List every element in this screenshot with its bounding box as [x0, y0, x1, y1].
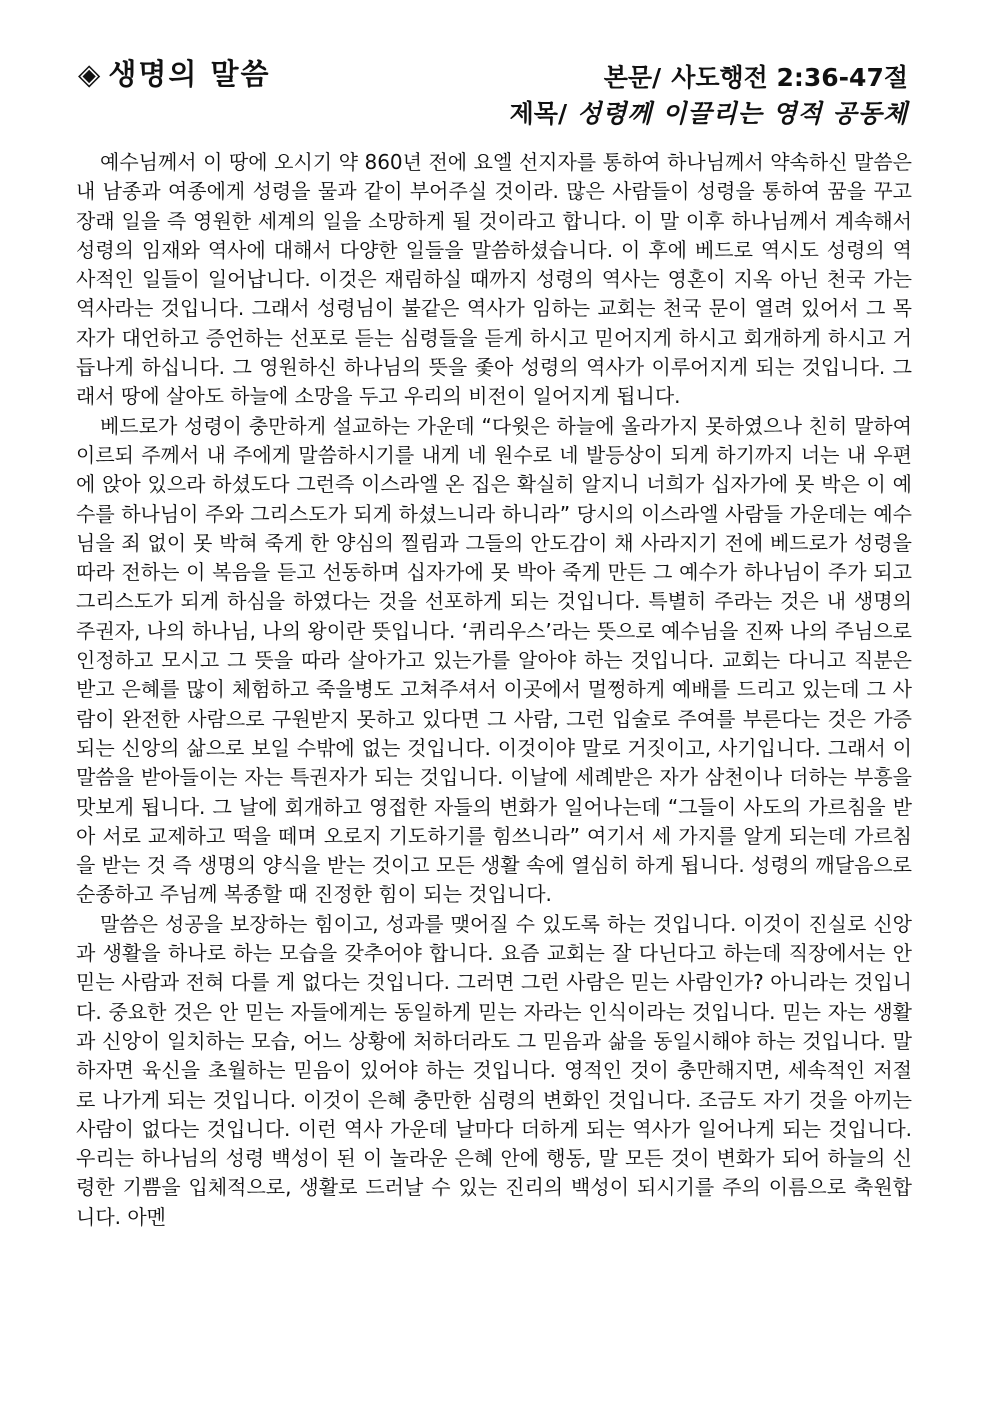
sermon-body: [76, 148, 912, 1232]
sermon-paragraph: 예수님께서 이 땅에 오시기 약 860년 전에 요엘 선지자를 통하여 하나님께서 약속하신 말씀은 내 남종과 여종에게 성령을 물과 같이 부어주실 것이라. 많은 사람들이 성령을 통하여 꿈을 꾸고 장래 일을 즉 영원한 세계의 일을 소망하게 될 것이라고 합니다. 이 말 이후 하나님께서 계속해서 성령의 임재와 역사에 대해서 다양한 일들을 말씀하셨습니다. 이 후에 베드로 역시도 성령의 역사적인 일들이 일어납니다. 이것은 재림하실 때까지 성령의 역사는 영혼이 지옥 아닌 천국 가는 역사라는 것입니다. 그래서 성령님이 불같은 역사가 임하는 교회는 천국 문이 열려 있어서 그 목자가 대언하고 증언하는 선포로 듣는 심령들을 듣게 하시고 믿어지게 하시고 회개하게 하시고 거듭나게 하십니다. 그 영원하신 하나님의 뜻을 좇아 성령의 역사가 이루어지게 되는 것입니다. 그래서 땅에 살아도 하늘에 소망을 두고 우리의 비전이 일어지게 됩니다.: [76, 150, 912, 409]
subject-value: 성령께 이끌리는 영적 공동체: [577, 99, 908, 128]
sermon-paragraph: 말씀은 성공을 보장하는 힘이고, 성과를 맺어질 수 있도록 하는 것입니다. 이것이 진실로 신앙과 생활을 하나로 하는 모습을 갖추어야 합니다. 요즘 교회는 잘 다닌다고 하는데 직장에서는 안 믿는 사람과 전혀 다를 게 없다는 것입니다. 그러면 그런 사람은 믿는 사람인가? 아니라는 것입니다. 중요한 것은 안 믿는 자들에게는 동일하게 믿는 자라는 인식이라는 것입니다. 믿는 자는 생활과 신앙이 일치하는 모습, 어느 상황에 처하더라도 그 믿음과 삶을 동일시해야 하는 것입니다. 말하자면 육신을 초월하는 믿음이 있어야 하는 것입니다. 영적인 것이 충만해지면, 세속적인 저절로 나가게 되는 것입니다. 이것이 은혜 충만한 심령의 변화인 것입니다. 조금도 자기 것을 아끼는 사람이 없다는 것입니다. 이런 역사 가운데 날마다 더하게 되는 역사가 일어나게 되는 것입니다. 우리는 하나님의 성령 백성이 된 이 놀라운 은혜 안에 행동, 말 모든 것이 변화가 되어 하늘의 신령한 기쁨을 입체적으로, 생활로 드러날 수 있는 진리의 백성이 되시기를 주의 이름으로 축원합니다. 아멘: [76, 911, 912, 1229]
sermon-paragraph: 베드로가 성령이 충만하게 설교하는 가운데 “다윗은 하늘에 올라가지 못하였으나 친히 말하여 이르되 주께서 내 주에게 말씀하시기를 내게 네 원수로 네 발등상이 되게 하기까지 너는 내 우편에 앉아 있으라 하셨도다 그런즉 이스라엘 온 집은 확실히 알지니 너희가 십자가에 못 박은 이 예수를 하나님이 주와 그리스도가 되게 하셨느니라 하니라” 당시의 이스라엘 사람들 가운데는 예수님을 죄 없이 못 박혀 죽게 한 양심의 찔림과 그들의 안도감이 채 사라지기 전에 베드로가 성령을 따라 전하는 이 복음을 듣고 선동하며 십자가에 못 박아 죽게 만든 그 예수가 하나님이 주가 되고 그리스도가 되게 하심을 하였다는 것을 선포하게 되는 것입니다. 특별히 주라는 것은 내 생명의 주권자, 나의 하나님, 나의 왕이란 뜻입니다. ‘퀴리우스’라는 뜻으로 예수님을 진짜 나의 주님으로 인정하고 모시고 그 뜻을 따라 살아가고 있는가를 알아야 하는 것입니다. 교회는 다니고 직분은 받고 은혜를 많이 체험하고 죽을병도 고쳐주셔서 이곳에서 멀쩡하게 예배를 드리고 있는데 그 사람이 완전한 사람으로 구원받지 못하고 있다면 그 사람, 그런 입술로 주여를 부른다는 것은 가증되는 신앙의 삶으로 보일 수밖에 없는 것입니다. 이것이야 말로 거짓이고, 사기입니다. 그래서 이 말씀을 받아들이는 자는 특권자가 되는 것입니다. 이날에 세례받은 자가 삼천이나 더하는 부흥을 맛보게 됩니다. 그 날에 회개하고 영접한 자들의 변화가 일어나는데 “그들이 사도의 가르침을 받아 서로 교제하고 떡을 떼며 오로지 기도하기를 힘쓰니라” 여기서 세 가지를 알게 되는데 가르침을 받는 것 즉 생명의 양식을 받는 것이고 모든 생활 속에 열심히 하게 됩니다. 성령의 깨달음으로 순종하고 주님께 복종할 때 진정한 힘이 되는 것입니다.: [76, 413, 912, 907]
sermon-subject: [510, 96, 908, 132]
scripture-label: 본문/: [603, 63, 662, 92]
page-title: [78, 52, 270, 93]
scripture-reference: [510, 60, 908, 96]
sermon-meta: [510, 60, 908, 132]
page-title-text: 생명의 말씀: [108, 57, 271, 91]
scripture-value: 사도행전 2:36-47절: [671, 63, 908, 92]
diamond-icon: ◈: [78, 57, 103, 91]
subject-label: 제목/: [509, 99, 568, 128]
